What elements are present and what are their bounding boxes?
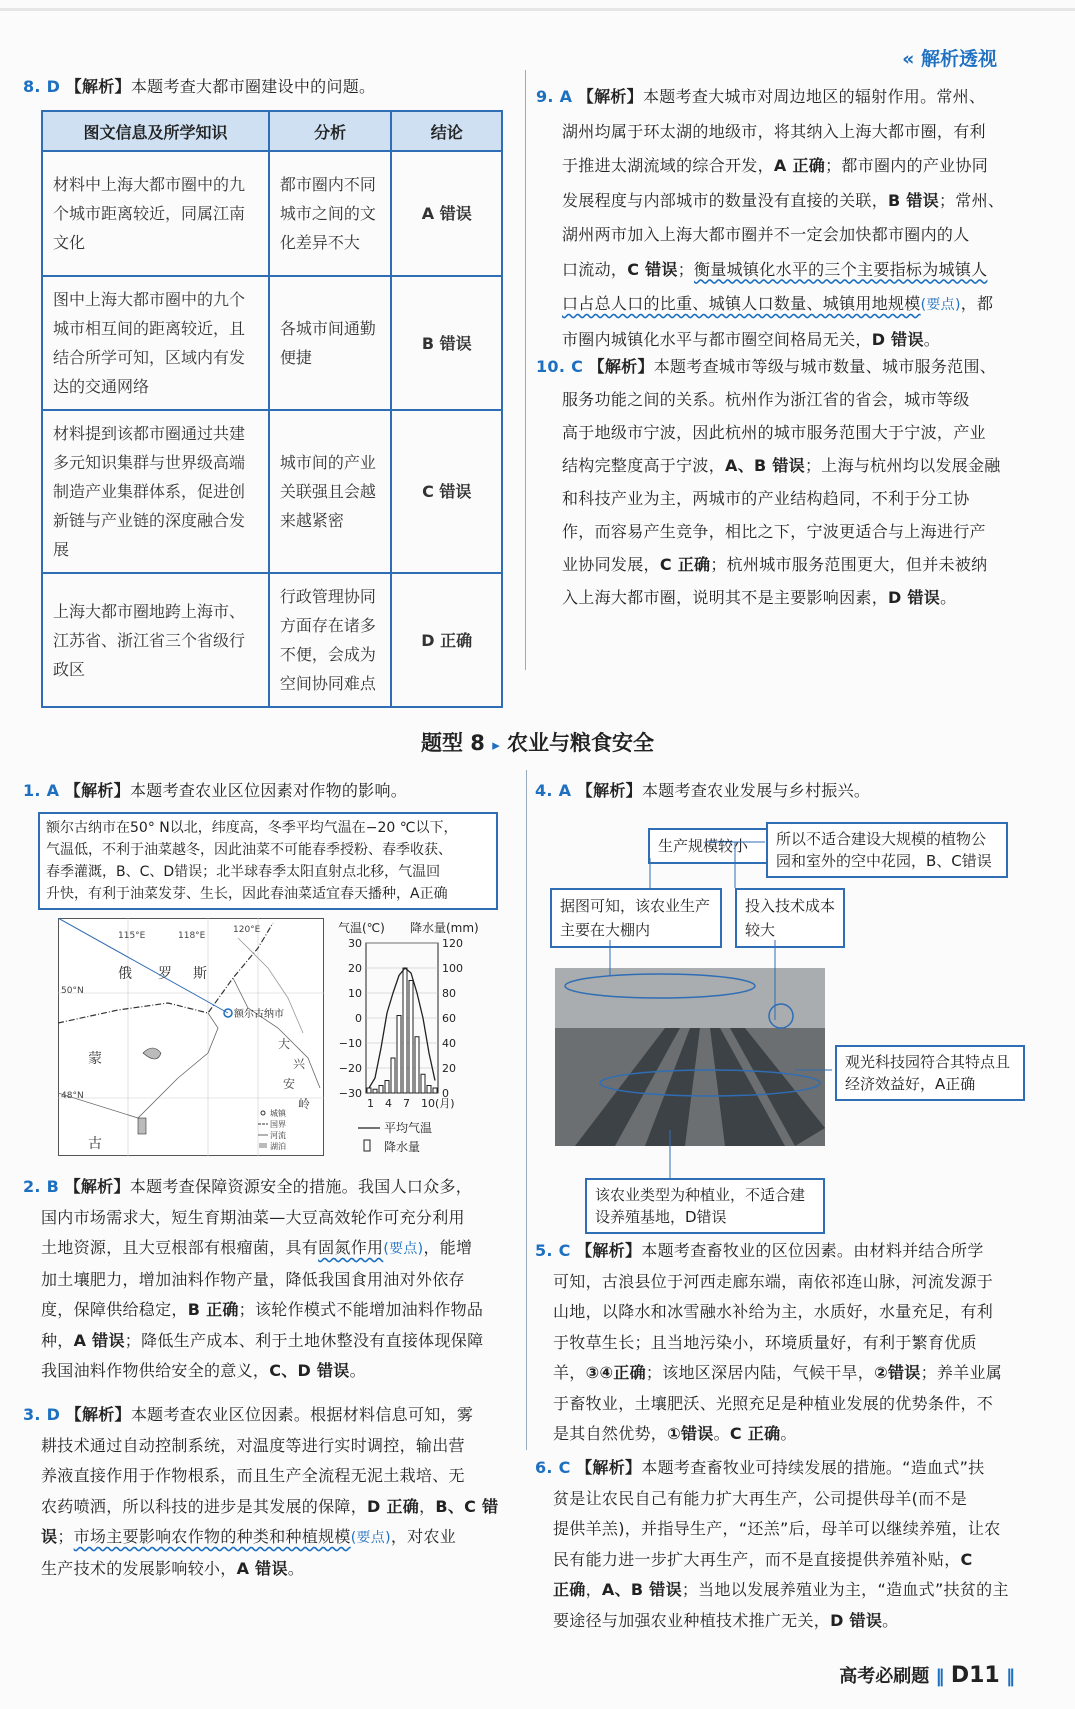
x-tick: 10(月) (421, 1097, 455, 1110)
table-row (42, 276, 502, 410)
range-label: 兴 (293, 1057, 306, 1071)
legend-label: 城镇 (270, 1109, 286, 1118)
table-cell: 图中上海大都市圈中的九个城市相互间的距离较近，且结合所学可知，区域内有发达的交通网络 (42, 276, 269, 410)
q4-box-greenhouse: 据图可知，该农业生产主要在大棚内 (550, 888, 722, 948)
precip-bar (409, 981, 413, 1094)
country-label: 斯 (193, 966, 207, 982)
q10-block: 10. C 【解析】本题考查城市等级与城市数量、城市服务范围、 服务功能之间的关系。杭州作为浙江省的省会，城市等级 高于地级市宁波，因此杭州的城市服务范围大于宁波，产业 结构完整度高于宁波，A、B 错误；上海与杭州均以发展金融 和科技产业为主，两城市的产业结构趋同，不利于分工协 作，而容易产生竞争，相比之下，宁波更适合与上海进行产 业协同发展，C 正确；杭州城市服务范围更大，但并未被纳 入上海大都市圈，说明其不是主要影响因素，D 错误。 (536, 357, 1001, 607)
range-label: 岭 (298, 1097, 311, 1111)
precip-bar (385, 1081, 389, 1094)
q4-box-planting: 该农业类型为种植业，不适合建设养殖基地，D错误 (585, 1178, 825, 1234)
top-rule (0, 8, 1075, 11)
y-right-tick: 100 (442, 962, 463, 975)
y-left-tick: 0 (355, 1012, 362, 1025)
q4-box-small-scale: 生产规模较小 (648, 828, 774, 864)
table-cell: C 错误 (391, 410, 502, 573)
q8-analysis-table (41, 110, 503, 708)
footer-brand: 高考必刷题 (839, 1666, 930, 1687)
legend-label: 降水量 (384, 1140, 421, 1154)
x-tick: 1 (367, 1097, 374, 1110)
table-cell: A 错误 (391, 151, 502, 276)
section-title: 题型 8 ▸ 农业与粮食安全 (420, 731, 655, 755)
table-cell: B 错误 (391, 276, 502, 410)
header-section-label: « 解析透视 (902, 48, 997, 70)
lake-shape (138, 1118, 146, 1134)
column-divider (526, 770, 527, 1450)
legend-label: 湖泊 (270, 1142, 286, 1151)
precip-bar (391, 1058, 395, 1093)
q2-block: 2. B 【解析】本题考查保障资源安全的措施。我国人口众多， 国内市场需求大，短生育期油菜—大豆高效轮作可充分利用 土地资源，且大豆根部有根瘤菌，具有固氮作用(要点)，能增 加土壤肥力，增加油料作物产量，降低我国食用油对外依存 度，保障供给稳定，B 正确；该轮作模式不能增加油料作物品 种，A 错误；降低生产成本、利于土地休整没有直接体现保障 我国油料作物供给安全的意义，C、D 错误。 (23, 1177, 484, 1380)
table-header-row (42, 111, 502, 151)
lat-label: 48°N (61, 1091, 84, 1101)
footer-divider: ‖ (935, 1666, 945, 1687)
y-left-tick: 20 (348, 962, 362, 975)
y-left-tick: −10 (338, 1037, 362, 1050)
table-cell: 上海大都市圈地跨上海市、江苏省、浙江省三个省级行政区 (42, 573, 269, 707)
x-tick: 4 (385, 1097, 392, 1110)
q4-connector-lines (550, 800, 1060, 1200)
precip-bar (379, 1086, 383, 1094)
q5-block: 5. C 【解析】本题考查畜牧业的区位因素。由材料并结合所学 可知，古浪县位于河西走廊东端，南依祁连山脉，河流发源于 山地，以降水和冰雪融水补给为主，水质好，水量充足，有利 于牧草生长；且当地污染小，环境质量好，有利于繁育优质 羊，③④正确；该地区深居内陆，气候干旱，②错误；养羊业属 于畜牧业，土壤肥沃、光照充足是种植业发展的优势条件，不 是其自然优势，①错误。C 正确。 (535, 1241, 1003, 1443)
q1-explanation-box: 额尔古纳市在50° N以北，纬度高，冬季平均气温在−20 ℃以下， 气温低，不利于油菜越冬，因此油菜不可能春季授粉、春季收获、 春季灌溉，B、C、D错误；北半球春季太阳直射点北移，气温回 升快，有利于油菜发芽、生长，因此春油菜适宜春天播种，A正确 (38, 812, 498, 910)
page-number: D11 (950, 1663, 1000, 1688)
precip-bar (403, 968, 407, 1093)
footer-divider: ‖ (1006, 1666, 1015, 1687)
q4-box-no-park: 所以不适合建设大规模的植物公园和室外的空中花园，B、C错误 (766, 822, 1008, 878)
q3-block: 3. D 【解析】本题考查农业区位因素。根据材料信息可知，雾 耕技术通过自动控制系统，对温度等进行实时调控，输出营 养液直接作用于作物根系，而且生产全流程无泥土栽培、无 农药喷洒，所以科技的进步是其发展的保障，D 正确，B、C 错 误；市场主要影响农作物的种类和种植规模(要点)，对农业 生产技术的发展影响较小，A 错误。 (23, 1405, 499, 1578)
chart-line (369, 968, 435, 1088)
table-cell: 城市间的产业关联强且会越来越紧密 (269, 410, 392, 573)
climate-chart (328, 918, 488, 1156)
table-header: 图文信息及所学知识 (42, 111, 269, 151)
y-right-tick: 60 (442, 1012, 456, 1025)
y-right-tick: 120 (442, 937, 463, 950)
lon-label: 118°E (178, 931, 206, 941)
precip-bar (433, 1088, 437, 1093)
q8-header: 8. D 【解析】本题考查大都市圈建设中的问题。 (23, 77, 376, 96)
precip-bar (421, 1074, 425, 1093)
country-label: 古 (88, 1136, 102, 1152)
y-left-tick: −30 (338, 1087, 362, 1100)
lon-label: 115°E (118, 931, 146, 941)
legend-label: 平均气温 (384, 1121, 433, 1135)
table-cell: 材料提到该都市圈通过共建多元知识集群与世界级高端制造产业集群体系，促进创新链与产业链的深度融合发展 (42, 410, 269, 573)
location-map (58, 918, 324, 1156)
legend-label: 国界 (270, 1120, 286, 1129)
y-left-label: 气温(℃) (338, 921, 385, 935)
table-cell: 材料中上海大都市圈中的九个城市距离较近，同属江南文化 (42, 151, 269, 276)
country-label: 罗 (158, 966, 172, 982)
footer (839, 1662, 1015, 1688)
table-cell: 行政管理协同方面存在诸多不便，会成为空间协同难点 (269, 573, 392, 707)
legend-bar-symbol (364, 1140, 370, 1151)
x-tick: 7 (403, 1097, 410, 1110)
chart-bars (367, 968, 437, 1093)
q4-header: 4. A 【解析】本题考查农业发展与乡村振兴。 (535, 781, 871, 800)
country-label: 俄 (118, 966, 132, 982)
y-right-tick: 20 (442, 1062, 456, 1075)
column-divider (525, 70, 526, 670)
range-label: 大 (278, 1037, 291, 1051)
legend-lake-symbol (259, 1143, 267, 1148)
lat-label: 50°N (61, 986, 84, 996)
y-left-tick: 30 (348, 937, 362, 950)
triangle-icon: ▸ (492, 736, 500, 754)
lon-label: 120°E (233, 925, 261, 935)
y-right-tick: 0 (442, 1087, 449, 1100)
table-row (42, 410, 502, 573)
precip-bar (397, 1016, 401, 1094)
precip-bar (367, 1088, 371, 1093)
precip-bar (415, 1037, 419, 1093)
table-cell: D 正确 (391, 573, 502, 707)
q6-block: 6. C 【解析】本题考查畜牧业可持续发展的措施。“造血式”扶 贫是让农民自己有能力扩大再生产，公司提供母羊(而不是 提供羊羔)，并指导生产，“还羔”后，母羊可以继续养殖，让农 民有能力进一步扩大再生产，而不是直接提供养殖补贴，C 正确，A、B 错误；当地以发展养殖业为主，“造血式”扶贫的主 要途径与加强农业种植技术推广无关，D 错误。 (535, 1458, 1009, 1630)
city-label: 额尔古纳市 (234, 1009, 284, 1020)
q4-box-tourism: 观光科技园符合其特点且经济效益好，A正确 (835, 1045, 1025, 1101)
precip-bar (427, 1086, 431, 1094)
table-row (42, 573, 502, 707)
range-label: 安 (283, 1077, 296, 1091)
country-label: 蒙 (88, 1051, 102, 1067)
table-header: 结论 (391, 111, 502, 151)
table-cell: 各城市间通勤便捷 (269, 276, 392, 410)
table-cell: 都市圈内不同城市之间的文化差异不大 (269, 151, 392, 276)
y-left-tick: −20 (338, 1062, 362, 1075)
q9-block: 9. A 【解析】本题考查大城市对周边地区的辐射作用。常州、 湖州均属于环太湖的地级市，将其纳入上海大都市圈，有利 于推进太湖流域的综合开发，A 正确；都市圈内的产业协同 发展程度与内部城市的数量没有直接的关联，B 错误；常州、 湖州两市加入上海大都市圈并不一定会加快都市圈内的人 口流动，C 错误；衡量城镇化水平的三个主要指标为城镇人 口占总人口的比重、城镇人口数量、城镇用地规模(要点)，都 市圈内城镇化水平与都市圈空间格局无关，D 错误。 (536, 87, 1005, 349)
y-left-tick: 10 (348, 987, 362, 1000)
temperature-line (369, 968, 435, 1088)
y-right-tick: 80 (442, 987, 456, 1000)
chevrons-icon: « (902, 48, 915, 70)
q1-header: 1. A 【解析】本题考查农业区位因素对作物的影响。 (23, 781, 408, 800)
y-right-tick: 40 (442, 1037, 456, 1050)
q4-box-tech-cost: 投入技术成本较大 (735, 888, 845, 948)
legend-label: 河流 (270, 1131, 286, 1140)
precip-bar (373, 1089, 377, 1093)
table-header: 分析 (269, 111, 392, 151)
y-right-label: 降水量(mm) (410, 921, 479, 935)
table-row (42, 151, 502, 276)
